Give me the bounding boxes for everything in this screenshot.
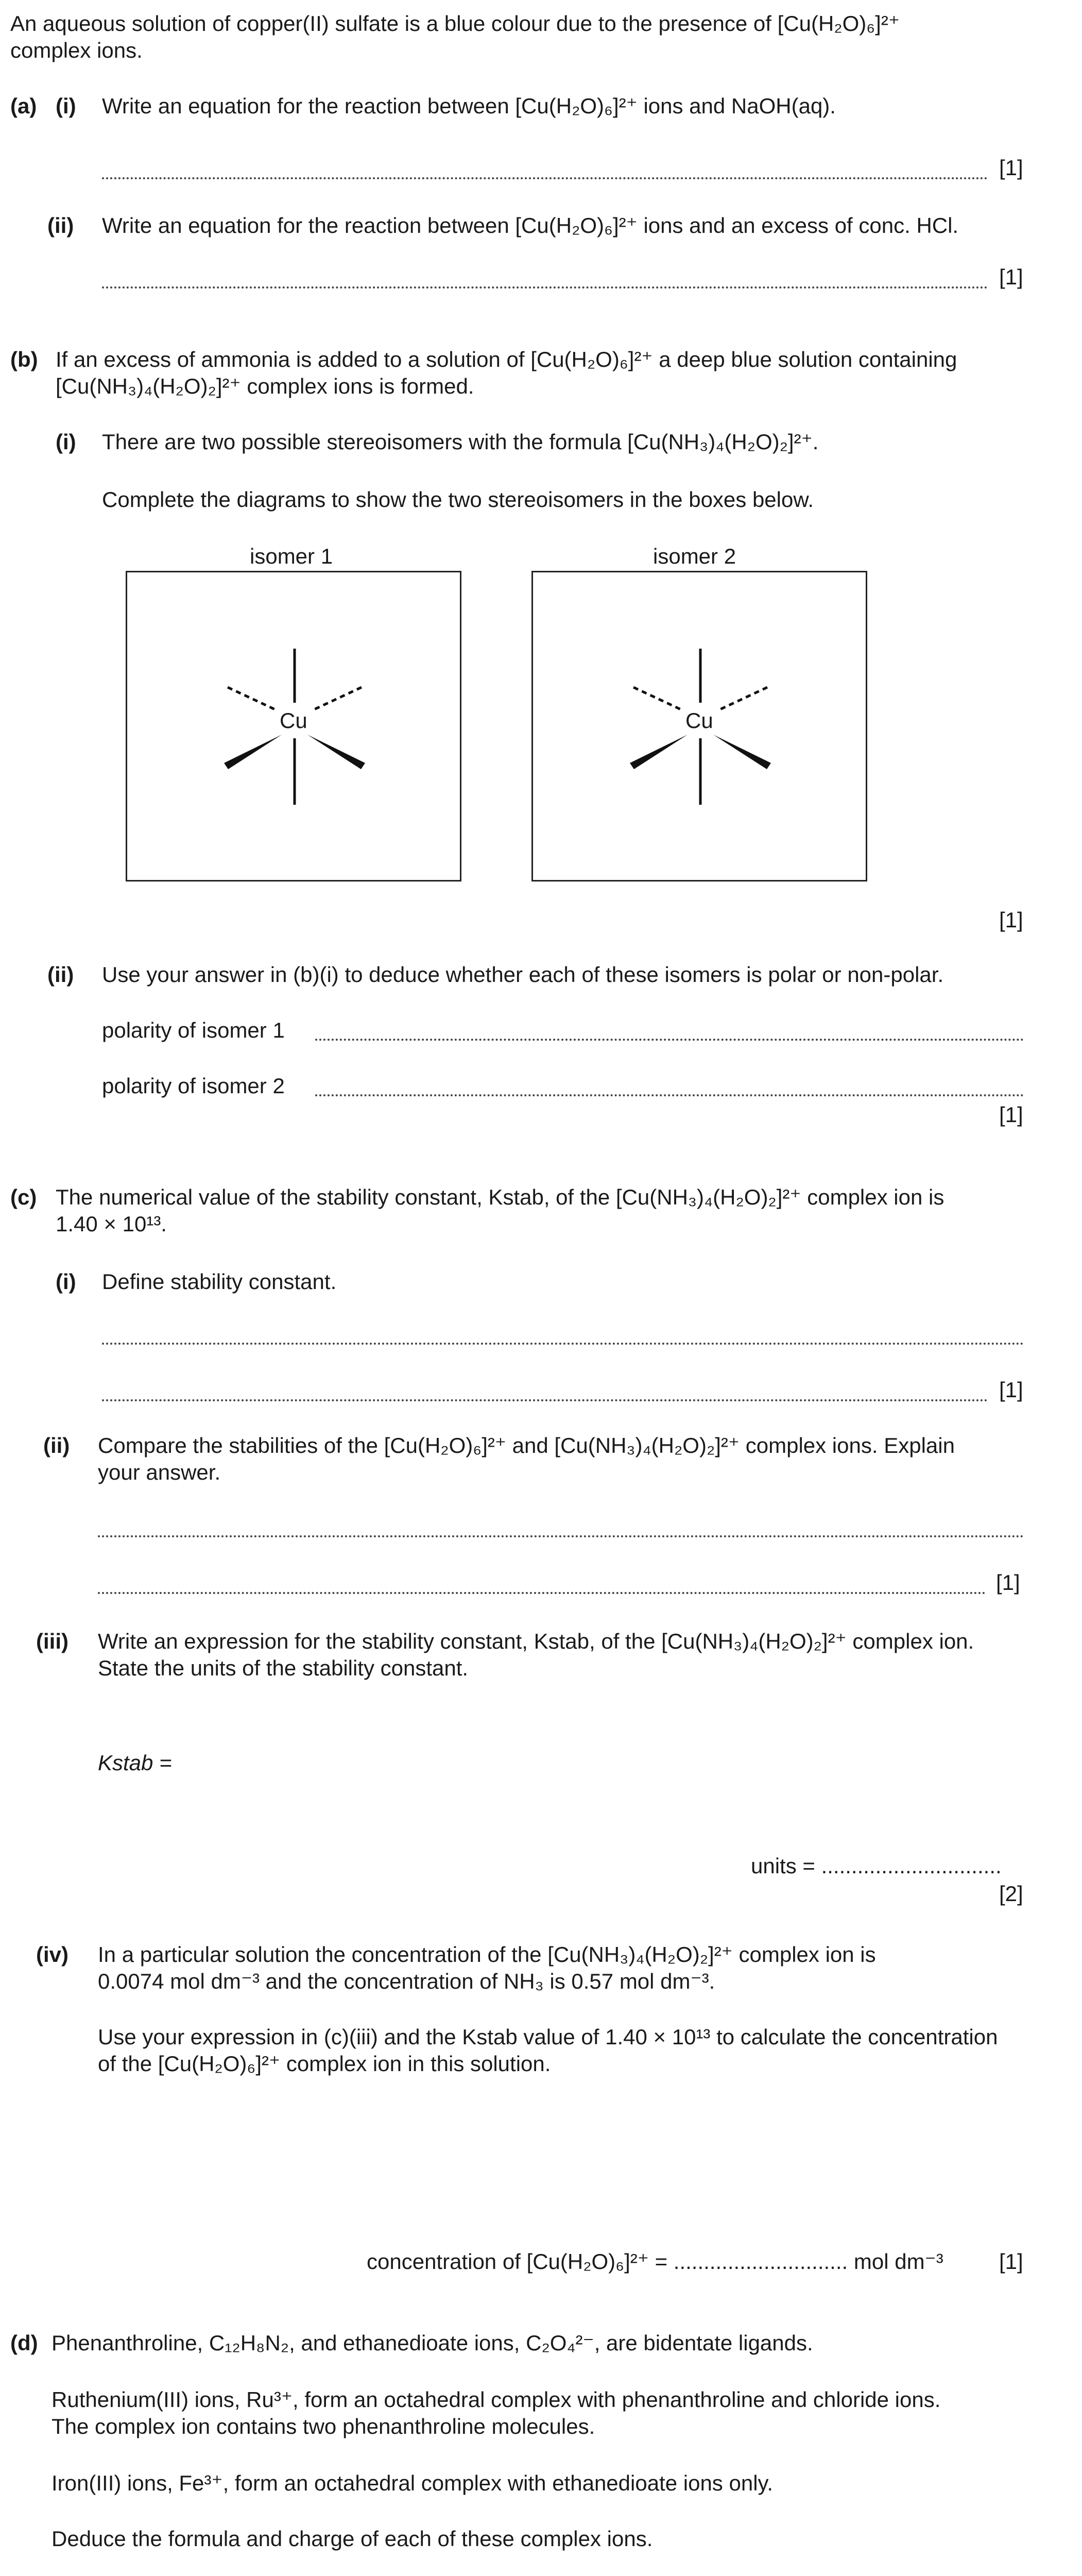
answer-line-a-ii[interactable] (102, 286, 988, 289)
answer-line-c-ii-1[interactable] (98, 1535, 1024, 1537)
mark-c-iii: [2] (999, 1882, 1023, 1906)
part-b-ii-label: (ii) (47, 962, 74, 987)
part-c-iv-label: (iv) (36, 1942, 68, 1967)
mark-b-i: [1] (999, 908, 1023, 932)
intro-line-1: An aqueous solution of copper(II) sulfate is a blue colour due to the presence of [Cu(H₂O)₆]²⁺ (10, 11, 900, 36)
part-c-line-1: The numerical value of the stability constant, Kstab, of the [Cu(NH₃)₄(H₂O)₂]²⁺ complex ion is (56, 1185, 944, 1209)
part-c-iv-line-1: In a particular solution the concentration of the [Cu(NH₃)₄(H₂O)₂]²⁺ complex ion is (98, 1942, 876, 1967)
part-b-label: (b) (10, 347, 38, 371)
part-c-iii-line-1: Write an expression for the stability constant, Kstab, of the [Cu(NH₃)₄(H₂O)₂]²⁺ complex ion. (98, 1629, 974, 1653)
isomer-1-box[interactable] (126, 571, 461, 882)
mark-b-ii: [1] (999, 1103, 1023, 1127)
part-b-i-question: There are two possible stereoisomers with the formula [Cu(NH₃)₄(H₂O)₂]²⁺. (102, 430, 819, 454)
answer-line-a-i[interactable] (102, 177, 988, 179)
part-c-iii-label: (iii) (36, 1629, 68, 1653)
part-b-ii-question: Use your answer in (b)(i) to deduce whether each of these isomers is polar or non-polar. (102, 962, 944, 987)
mark-a-ii: [1] (999, 265, 1023, 289)
isomer-1-label: isomer 1 (250, 544, 333, 568)
part-a-ii-label: (ii) (47, 213, 74, 238)
mark-a-i: [1] (999, 156, 1023, 180)
part-c-ii-line-2: your answer. (98, 1460, 221, 1484)
mark-c-iv: [1] (999, 2249, 1023, 2274)
part-a-label: (a) (10, 94, 37, 118)
answer-line-polarity-1[interactable] (315, 1039, 1024, 1041)
mark-c-ii: [1] (996, 1570, 1020, 1595)
answer-line-c-ii-2[interactable] (98, 1592, 986, 1594)
isomer-1-metal: Cu (280, 708, 307, 733)
part-a-i-question: Write an equation for the reaction between [Cu(H₂O)₆]²⁺ ions and NaOH(aq). (102, 94, 836, 118)
isomer-2-metal: Cu (685, 708, 713, 733)
part-c-ii-label: (ii) (43, 1433, 70, 1458)
part-c-iv-line-4: of the [Cu(H₂O)₆]²⁺ complex ion in this solution. (98, 2052, 551, 2076)
part-d-line-2: Ruthenium(III) ions, Ru³⁺, form an octahedral complex with phenanthroline and chloride ions. (51, 2387, 941, 2412)
part-c-i-question: Define stability constant. (102, 1269, 337, 1294)
part-d-line-5: Deduce the formula and charge of each of these complex ions. (51, 2527, 653, 2551)
part-c-line-2: 1.40 × 10¹³. (56, 1212, 167, 1236)
mark-c-i: [1] (999, 1378, 1023, 1402)
part-d-line-3: The complex ion contains two phenanthroline molecules. (51, 2414, 595, 2438)
units-answer[interactable]: units = .............................. (751, 1854, 1002, 1878)
part-c-i-label: (i) (56, 1269, 76, 1294)
isomer-2-label: isomer 2 (653, 544, 736, 568)
part-b-i-instruction: Complete the diagrams to show the two stereoisomers in the boxes below. (102, 487, 814, 512)
isomer-2-box[interactable] (531, 571, 867, 882)
answer-line-polarity-2[interactable] (315, 1094, 1024, 1096)
part-c-ii-line-1: Compare the stabilities of the [Cu(H₂O)₆]²⁺ and [Cu(NH₃)₄(H₂O)₂]²⁺ complex ions. Explain (98, 1433, 955, 1458)
part-a-i-label: (i) (56, 94, 76, 118)
kstab-expression-label: Kstab = (98, 1751, 172, 1775)
part-c-iv-line-2: 0.0074 mol dm⁻³ and the concentration of NH₃ is 0.57 mol dm⁻³. (98, 1969, 715, 1993)
part-b-i-label: (i) (56, 430, 76, 454)
intro-line-2: complex ions. (10, 38, 143, 62)
part-d-line-1: Phenanthroline, C₁₂H₈N₂, and ethanedioate ions, C₂O₄²⁻, are bidentate ligands. (51, 2331, 813, 2355)
part-c-iii-line-2: State the units of the stability constant. (98, 1656, 469, 1680)
part-b-line-1: If an excess of ammonia is added to a solution of [Cu(H₂O)₆]²⁺ a deep blue solution containing (56, 347, 957, 371)
part-d-label: (d) (10, 2331, 38, 2355)
part-c-label: (c) (10, 1185, 37, 1209)
answer-line-c-i-2[interactable] (102, 1399, 988, 1401)
part-c-iv-line-3: Use your expression in (c)(iii) and the Kstab value of 1.40 × 10¹³ to calculate the concentration (98, 2025, 998, 2049)
part-a-ii-question: Write an equation for the reaction between [Cu(H₂O)₆]²⁺ ions and an excess of conc. HCl. (102, 213, 959, 238)
polarity-isomer-2-label: polarity of isomer 2 (102, 1074, 285, 1098)
concentration-answer[interactable]: concentration of [Cu(H₂O)₆]²⁺ = ............................. mol dm⁻³ (367, 2249, 943, 2274)
part-b-line-2: [Cu(NH₃)₄(H₂O)₂]²⁺ complex ions is formed. (56, 374, 474, 398)
part-d-line-4: Iron(III) ions, Fe³⁺, form an octahedral complex with ethanedioate ions only. (51, 2471, 774, 2495)
answer-line-c-i-1[interactable] (102, 1343, 1024, 1345)
polarity-isomer-1-label: polarity of isomer 1 (102, 1018, 285, 1042)
